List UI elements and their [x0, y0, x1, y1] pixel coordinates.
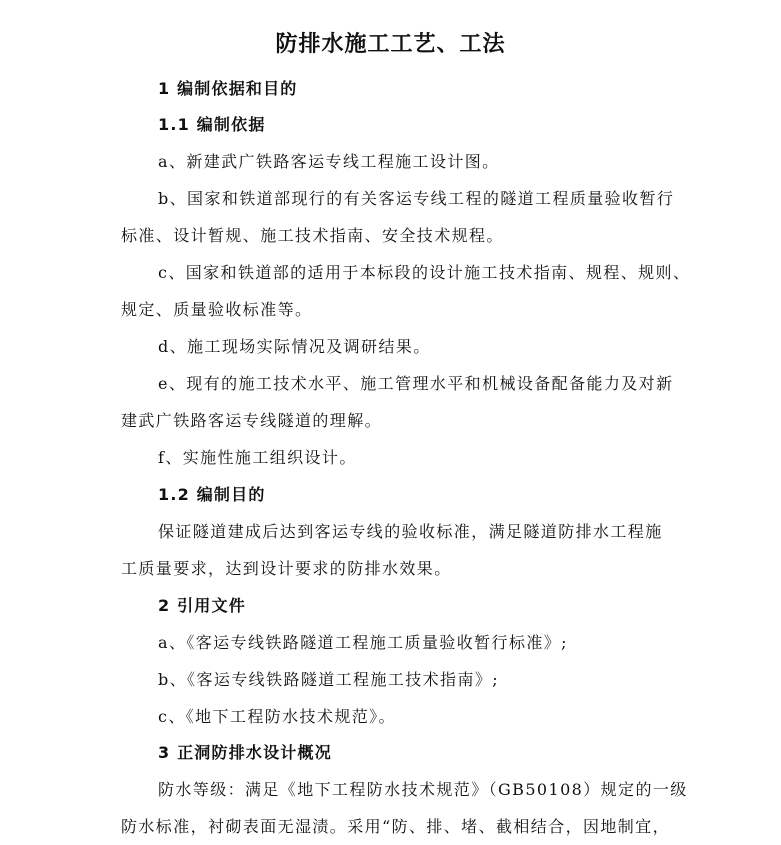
basis-item-e: e、现有的施工技术水平、施工管理水平和机械设备配备能力及对新 — [158, 374, 674, 393]
reference-item-a: a、《客运专线铁路隧道工程施工质量验收暂行标准》; — [158, 633, 568, 652]
heading-2: 2 引用文件 — [158, 596, 246, 615]
document-title: 防排水施工工艺、工法 — [275, 32, 506, 57]
heading-1-2: 1.2 编制目的 — [158, 485, 266, 504]
basis-item-c-cont: 规定、质量验收标准等。 — [121, 300, 313, 319]
heading-1: 1 编制依据和目的 — [158, 79, 298, 98]
basis-item-a: a、新建武广铁路客运专线工程施工设计图。 — [158, 152, 500, 171]
reference-item-b: b、《客运专线铁路隧道工程施工技术指南》; — [158, 670, 500, 689]
heading-1-1: 1.1 编制依据 — [158, 115, 266, 134]
purpose-paragraph-cont: 工质量要求，达到设计要求的防排水效果。 — [121, 559, 452, 578]
basis-item-c: c、国家和铁道部的适用于本标段的设计施工技术指南、规程、规则、 — [158, 263, 691, 282]
basis-item-b-cont: 标准、设计暂规、施工技术指南、安全技术规程。 — [121, 226, 504, 245]
heading-3: 3 正洞防排水设计概况 — [158, 743, 332, 762]
waterproof-paragraph-cont: 防水标准，衬砌表面无湿渍。采用“防、排、堵、截相结合，因地制宜， — [121, 817, 670, 836]
reference-item-c: c、《地下工程防水技术规范》。 — [158, 707, 396, 726]
basis-item-e-cont: 建武广铁路客运专线隧道的理解。 — [121, 411, 383, 430]
purpose-paragraph: 保证隧道建成后达到客运专线的验收标准，满足隧道防排水工程施 — [158, 522, 663, 541]
basis-item-d: d、施工现场实际情况及调研结果。 — [158, 337, 431, 356]
waterproof-paragraph: 防水等级：满足《地下工程防水技术规范》（GB50108）规定的一级 — [158, 780, 688, 799]
basis-item-b: b、国家和铁道部现行的有关客运专线工程的隧道工程质量验收暂行 — [158, 189, 675, 208]
basis-item-f: f、实施性施工组织设计。 — [158, 448, 357, 467]
